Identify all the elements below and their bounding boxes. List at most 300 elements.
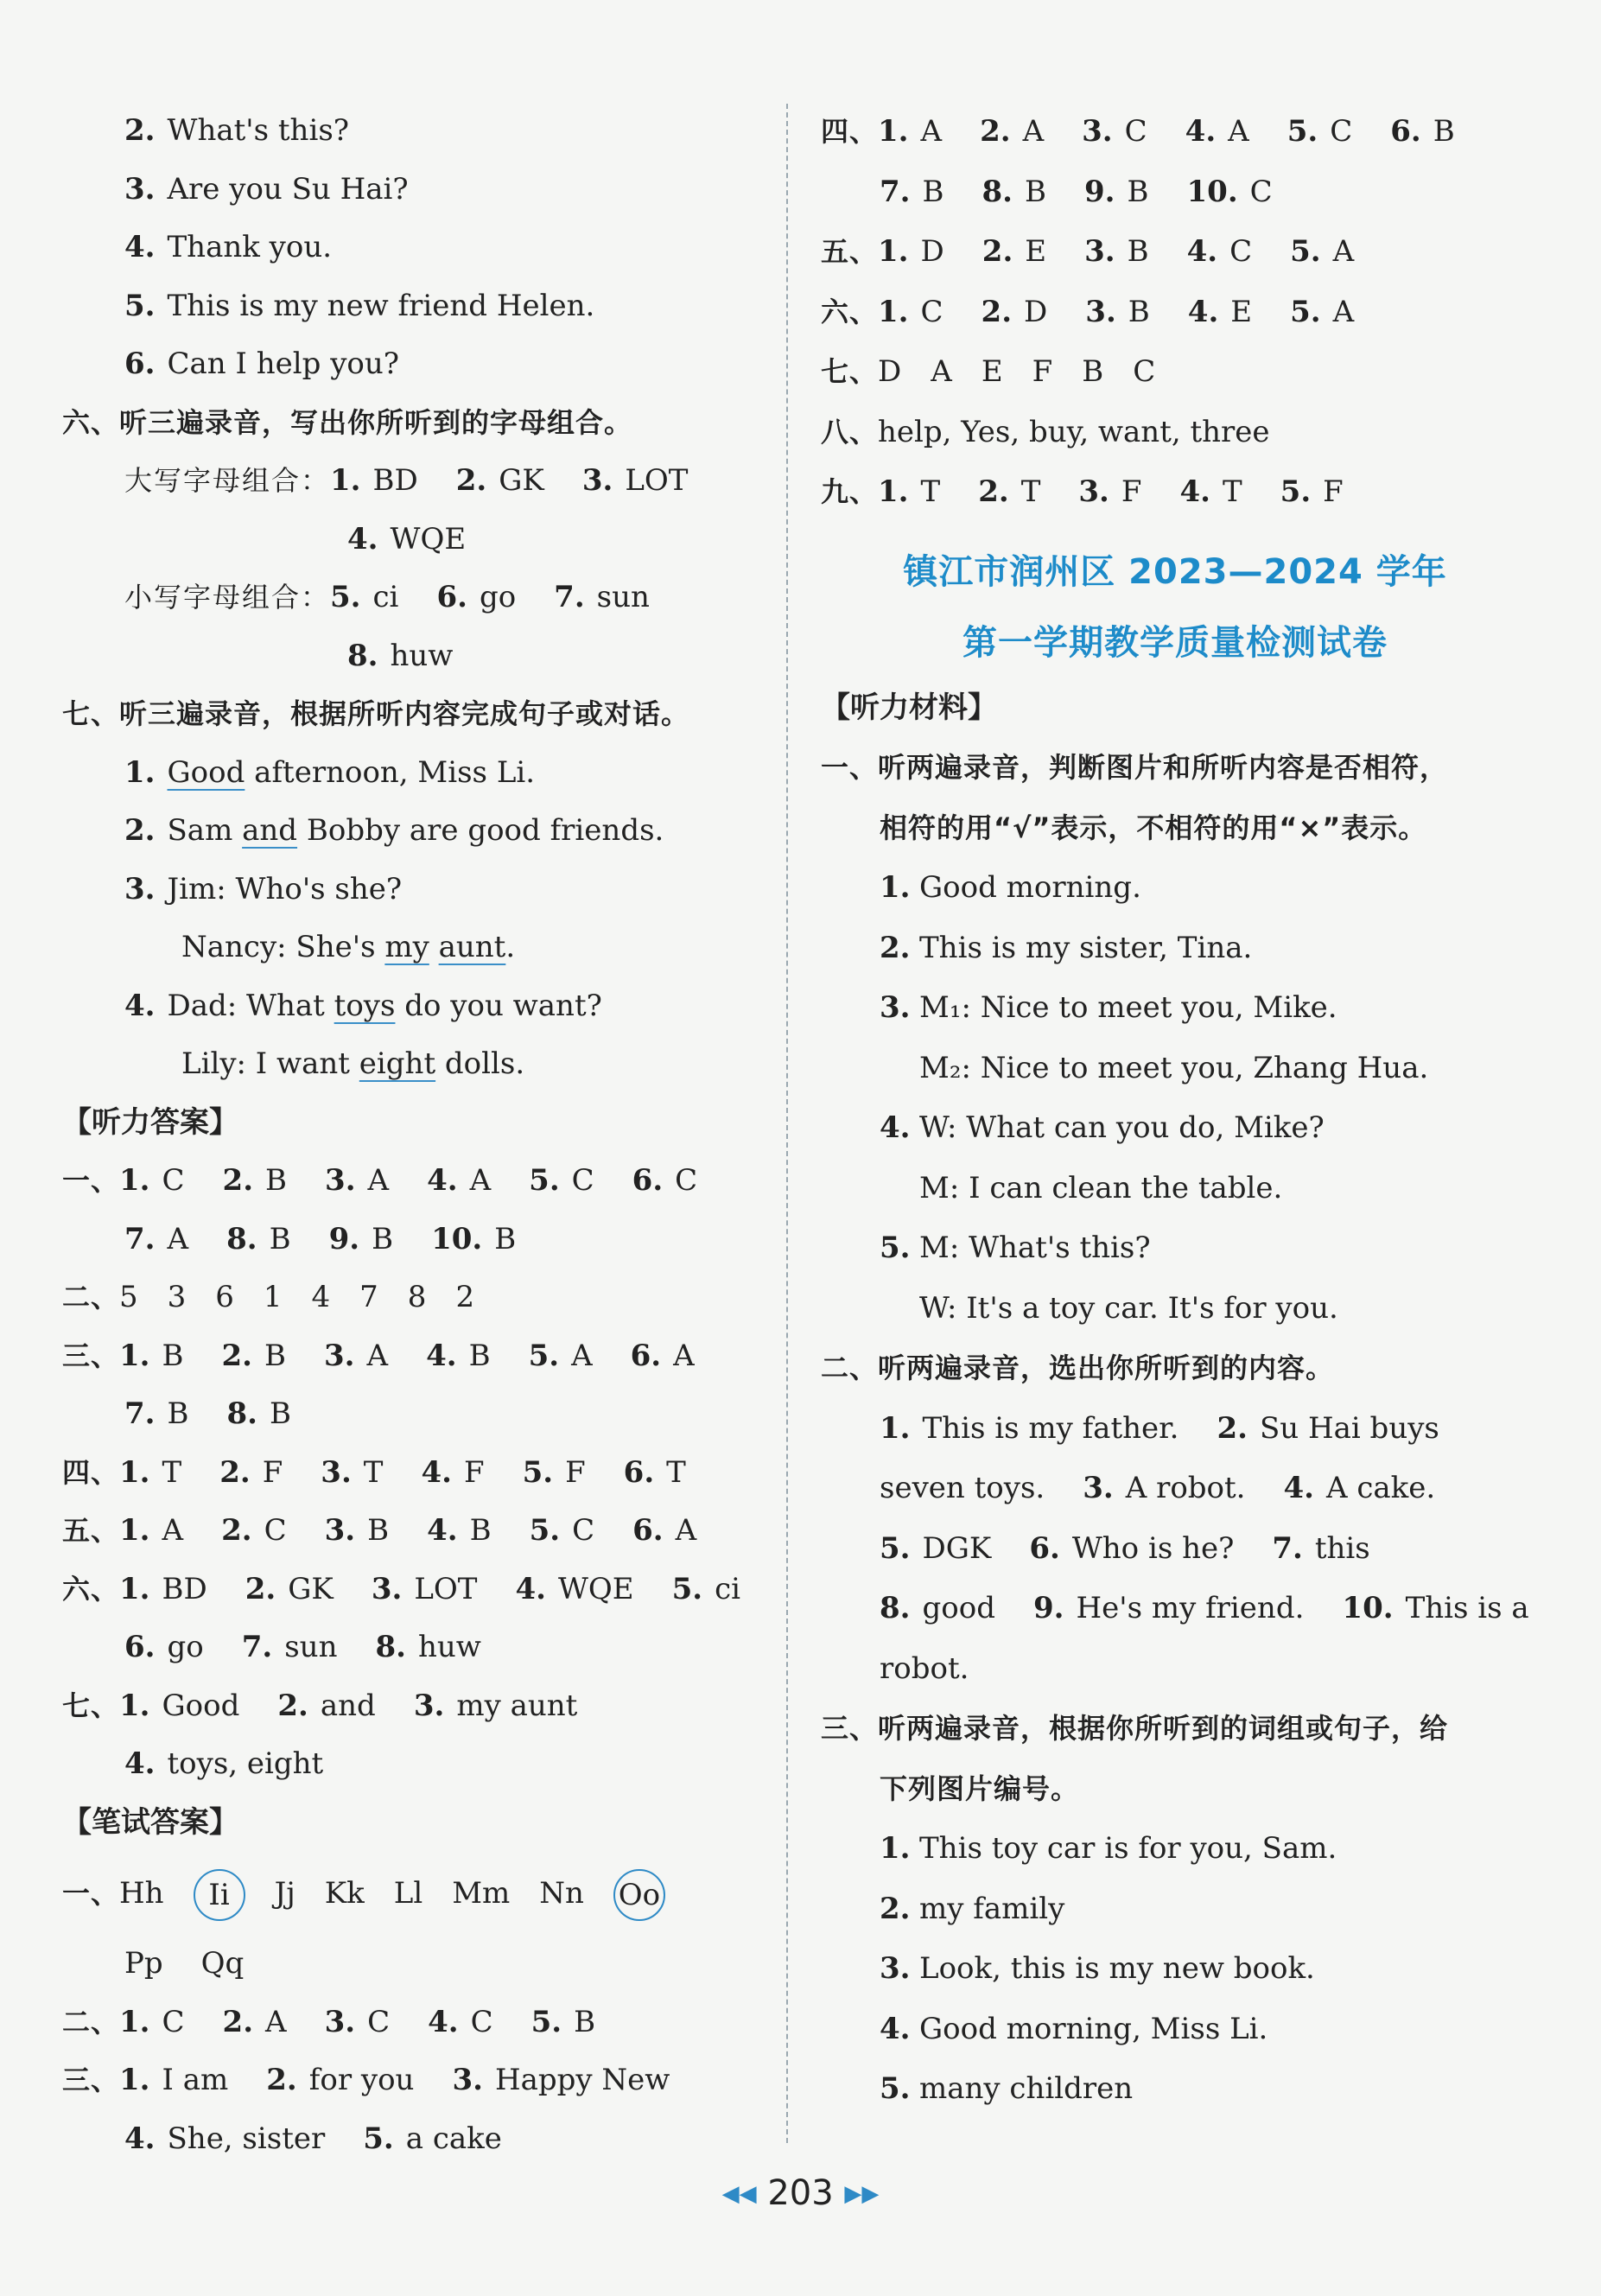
item-number: 5. [363, 2121, 394, 2156]
item-value: A [1332, 234, 1355, 269]
item-number: 4. [1186, 234, 1218, 269]
item-value: good [922, 1591, 995, 1625]
answer-item [124, 1396, 189, 1431]
item-number: 6. [623, 1454, 655, 1490]
item-number: 1. [880, 870, 911, 905]
item-number: 2. [978, 474, 1009, 509]
item-value: A [265, 2004, 287, 2039]
w3-row-1: 三、1. I am 2. for you 3. Happy New [62, 2063, 670, 2097]
answer-item [119, 1572, 207, 1606]
answer-item [245, 1572, 334, 1606]
answer-item [1185, 114, 1249, 149]
r4-row-1: 四、1. A 2. A 3. C 4. A 5. C 6. B [821, 114, 1455, 149]
item-number: 5. [330, 580, 361, 614]
answer-item [1187, 175, 1273, 209]
item-number: 1. [330, 463, 361, 498]
answer-item [1078, 474, 1141, 509]
column-divider [786, 104, 788, 2143]
sentence-item [62, 335, 779, 394]
item-value: E [1025, 234, 1047, 269]
item-number: 7. [880, 174, 911, 209]
answer-item [222, 1339, 287, 1373]
item-value: A [1228, 114, 1249, 149]
item-value: T [1020, 474, 1041, 509]
item-value: B [574, 2004, 596, 2039]
item-number: 3. [324, 1513, 356, 1548]
ans3-row-2 [62, 1385, 779, 1444]
item-value: B [1128, 294, 1150, 329]
item-number: 2. [981, 294, 1013, 329]
letter-group [554, 580, 650, 614]
item-number: 2. [221, 1513, 252, 1548]
item-text: This is my sister, Tina. [919, 930, 1253, 965]
answer-item [978, 474, 1040, 509]
item-number: 2. [266, 2063, 297, 2097]
script-line [821, 1279, 1529, 1339]
item-number: 3. [371, 1571, 403, 1606]
item-number: 5. [1280, 474, 1312, 509]
item-value: B [468, 1338, 491, 1373]
answer-item [221, 1513, 287, 1548]
item-value: A [469, 1163, 492, 1198]
item-value: E [1230, 294, 1253, 329]
item-number: 5. [530, 2004, 562, 2039]
item-value: C [264, 1513, 287, 1548]
item-value: B [494, 1221, 517, 1256]
item-text: Look, this is my new book. [919, 1951, 1315, 1986]
item-value: T [363, 1454, 384, 1490]
item-value: He's my friend. [1076, 1591, 1305, 1625]
letter-group [330, 463, 418, 498]
letter: Ll [393, 1876, 423, 1911]
item-number: 2. [124, 113, 156, 148]
circled-letter: Oo [613, 1869, 665, 1921]
ans7-row-1: 七、1. Good 2. and 3. my aunt [62, 1688, 578, 1723]
item-number: 2. [245, 1571, 276, 1606]
w1-row-2: Pp Qq [124, 1946, 245, 1981]
item-value: She, sister [167, 2121, 326, 2156]
item-value: B [469, 1513, 492, 1548]
w1-letters [119, 1876, 695, 1911]
item-value: LOT [414, 1571, 478, 1606]
letter: Nn [539, 1876, 584, 1911]
item-value: F [463, 1454, 485, 1490]
p3-heading-b: 下列图片编号。 [880, 1771, 1080, 1805]
item-value: Su Hai buys [1259, 1410, 1439, 1446]
item-number: 4. [428, 2004, 459, 2039]
w1-row-1: 一、Hh Ii Jj Kk Ll Mm Nn Oo [62, 1852, 779, 1935]
answer-item [124, 1746, 323, 1781]
item-number: 1. [878, 474, 909, 509]
item-number: 9. [328, 1221, 360, 1256]
answer-item [375, 1630, 480, 1664]
item-number: 9. [1084, 174, 1115, 209]
p1-heading-a: 一、听两遍录音，判断图片和所听内容是否相符， [821, 751, 1449, 784]
item-number: 2. [982, 234, 1013, 269]
item-text: What's this? [167, 113, 349, 148]
item-number: 6. [1390, 114, 1421, 149]
answer-item [1390, 114, 1455, 149]
w2-row: 二、1. C 2. A 3. C 4. C 5. B [62, 2004, 596, 2039]
p2-line-3 [821, 1519, 1529, 1580]
item-text: many children [919, 2071, 1134, 2106]
item-text: Good morning, Miss Li. [919, 2011, 1268, 2046]
item-number: 2. [222, 1163, 254, 1198]
item-number: 3. [413, 1688, 445, 1723]
item-number: 3. [325, 1163, 356, 1198]
answer-item [427, 1163, 491, 1198]
item-number: 4. [426, 1338, 457, 1373]
answer-item [1290, 234, 1354, 269]
answer-item [1290, 295, 1354, 329]
item-value: C [1249, 174, 1273, 209]
item-value: B [367, 1513, 390, 1548]
p2-line-4 [821, 1579, 1529, 1639]
listening-answers-title: 【听力答案】 [62, 1104, 238, 1140]
answer-item [321, 1455, 383, 1490]
item-number: 8. [880, 1591, 911, 1625]
item-value: C [367, 2004, 391, 2039]
p1-heading-b: 相符的用“√”表示，不相符的用“×”表示。 [880, 811, 1427, 844]
letter-group [436, 580, 516, 614]
r5-row: 五、1. D 2. E 3. B 4. C 5. A [821, 234, 1355, 269]
sentence-item [62, 277, 779, 336]
p3-items [821, 1819, 1529, 2120]
script-line [821, 1039, 1529, 1099]
item-value: T [920, 474, 941, 509]
answer-item [242, 1630, 338, 1664]
item-number: 1. [119, 1571, 150, 1606]
item-text: M₂: Nice to meet you, Zhang Hua. [919, 1050, 1429, 1085]
answer-item [982, 295, 1048, 329]
answer-item [226, 1222, 291, 1256]
answer-item [530, 1513, 595, 1548]
sec7-line-1: 1. Good afternoon, Miss Li. [124, 754, 536, 790]
item-number: 8. [982, 174, 1013, 209]
script-line [821, 2000, 1529, 2060]
lowercase-groups [62, 569, 779, 627]
item-value: my aunt [456, 1688, 578, 1723]
item-text: Can I help you? [167, 347, 399, 381]
item-value: T [1222, 474, 1242, 509]
sec7-line-3: 3. Jim: Who's she? [124, 871, 403, 906]
item-value: Good [162, 1688, 240, 1723]
item-number: 10. [1186, 174, 1238, 209]
item-value: T [162, 1454, 182, 1490]
ans6-row-2 [62, 1619, 779, 1677]
prev-arrow-icon: ◀◀ [721, 2181, 757, 2207]
item-value: C [675, 1163, 698, 1198]
answer-item [523, 1455, 586, 1490]
answer-item [124, 2121, 325, 2156]
item-value: go [479, 580, 517, 614]
item-value: B [1127, 234, 1149, 269]
item-value: D [920, 234, 944, 269]
item-value: B [1127, 174, 1149, 209]
p2-line-2: seven toys. 3. A robot. 4. A cake. [880, 1471, 1436, 1505]
sentence-item [62, 161, 779, 219]
item-value: this [1314, 1530, 1370, 1566]
item-value: F [1323, 474, 1344, 509]
script-line [821, 2059, 1529, 2120]
item-value: GK [499, 463, 544, 498]
answer-item [325, 2005, 391, 2039]
item-value: go [167, 1630, 204, 1664]
item-number: 4. [515, 1571, 546, 1606]
item-number: 5. [880, 1530, 911, 1566]
item-number: 2. [277, 1688, 308, 1723]
item-value: B [922, 174, 944, 209]
item-number: 1. [880, 1831, 911, 1866]
sec7-line-5: 4. Dad: What toys do you want? [124, 988, 602, 1023]
item-number: 5. [529, 1163, 560, 1198]
script-line [821, 1819, 1529, 1879]
item-number: 6. [632, 1513, 664, 1548]
item-text: Good morning. [919, 870, 1141, 905]
item-number: 1. [878, 294, 909, 329]
item-value: A [367, 1163, 390, 1198]
answer-item [1033, 1591, 1304, 1625]
item-number: 4. [421, 1454, 452, 1490]
answer-item [329, 1222, 394, 1256]
answer-item [1342, 1591, 1528, 1625]
item-number: 5. [528, 1338, 560, 1373]
item-value: B [264, 1338, 287, 1373]
item-value: WQE [557, 1571, 634, 1606]
script-line [821, 1939, 1529, 2000]
r8-row: 八、help, Yes, buy, want, three [821, 414, 1270, 449]
letter-group [582, 463, 689, 498]
item-value: This is a [1405, 1591, 1529, 1625]
answer-item [880, 1411, 1179, 1446]
item-number: 4. [880, 1110, 911, 1145]
answer-item [515, 1572, 633, 1606]
item-number: 4. [880, 2011, 911, 2046]
item-value: T [666, 1454, 686, 1490]
script-line [821, 1098, 1529, 1159]
item-value: F [262, 1454, 283, 1490]
answer-item [325, 1513, 390, 1548]
item-value: I am [162, 2063, 229, 2097]
item-number: 6. [124, 1630, 156, 1664]
answer-item [119, 1339, 184, 1373]
item-value: B [1025, 174, 1046, 209]
answer-item [119, 1455, 181, 1490]
ans4-row: 四、1. T 2. F 3. T 4. F 5. F 6. T [62, 1454, 686, 1490]
section-five-items [62, 102, 779, 394]
ans5-row: 五、1. A 2. C 3. B 4. B 5. C 6. A [62, 1513, 697, 1548]
item-number: 4. [1185, 114, 1217, 149]
item-number: 2. [880, 1891, 911, 1926]
item-value: and [320, 1688, 376, 1723]
item-number: 2. [219, 1454, 251, 1490]
script-line [821, 1218, 1529, 1279]
answer-item [1188, 295, 1252, 329]
item-value: C [920, 294, 943, 329]
exam-title-line-2: 第一学期教学质量检测试卷 [963, 622, 1388, 663]
answer-item [531, 2005, 596, 2039]
sec7-line-6: Lily: I want eight dolls. [181, 1046, 525, 1081]
answer-item [119, 2063, 228, 2097]
item-value: B [269, 1221, 291, 1256]
letter: Hh [119, 1876, 164, 1911]
item-value: LOT [625, 463, 689, 498]
answer-item [119, 1513, 183, 1548]
item-number: 7. [124, 1221, 156, 1256]
item-value: A [571, 1338, 593, 1373]
item-value: A [1022, 114, 1045, 149]
uppercase-items [330, 463, 688, 498]
item-number: 1. [878, 114, 909, 149]
item-number: 2. [980, 114, 1011, 149]
item-number: 6. [436, 580, 467, 614]
answer-item [414, 1689, 577, 1723]
exam-title-line-1: 镇江市润州区 2023—2024 学年 [903, 551, 1447, 592]
answer-item [1284, 1471, 1436, 1505]
sec7-line-4: Nancy: She's my aunt. [181, 930, 516, 964]
item-number: 1. [119, 1513, 150, 1548]
section-seven-heading: 七、听三遍录音，根据所听内容完成句子或对话。 [62, 697, 690, 730]
item-value: BD [372, 463, 418, 498]
item-number: 2. [221, 1338, 253, 1373]
script-line [821, 858, 1529, 919]
item-number: 4. [124, 2121, 156, 2156]
item-value: F [1121, 474, 1142, 509]
item-number: 1. [119, 2063, 150, 2097]
p2-line-1 [821, 1399, 1529, 1460]
ans6-row-1: 六、1. BD 2. GK 3. LOT 4. WQE 5. ci [62, 1571, 741, 1606]
item-value: F [565, 1454, 586, 1490]
item-number: 1. [119, 1688, 150, 1723]
sentence-item [62, 219, 779, 277]
item-number: 2. [455, 463, 487, 498]
listening-material-title: 【听力材料】 [821, 690, 997, 725]
ans7-row-2 [62, 1735, 779, 1794]
answer-item [421, 1455, 484, 1490]
left-column [62, 102, 779, 2168]
circled-letter: Ii [194, 1869, 245, 1921]
answer-item [1179, 474, 1242, 509]
item-value: A [673, 1338, 695, 1373]
w3-row-2 [62, 2110, 779, 2169]
item-number: 7. [124, 1396, 156, 1431]
item-number: 4. [427, 1513, 458, 1548]
letter: Jj [274, 1876, 295, 1911]
answer-item [372, 1572, 478, 1606]
item-value: B [1433, 114, 1455, 149]
item-value: C [1124, 114, 1147, 149]
item-text: my family [919, 1891, 1065, 1926]
item-value: A [162, 1513, 184, 1548]
ans2-row: 二、5 3 6 1 4 7 8 2 [62, 1280, 475, 1314]
item-number: 6. [1029, 1530, 1060, 1566]
answer-item [529, 1339, 593, 1373]
item-number: 3. [880, 990, 911, 1025]
item-number: 3. [1082, 114, 1113, 149]
r4-row-2 [821, 162, 1529, 223]
answer-item [624, 1455, 686, 1490]
section-six-heading: 六、听三遍录音，写出你所听到的字母组合。 [62, 405, 633, 439]
item-value: A [167, 1221, 189, 1256]
r9-row: 九、1. T 2. T 3. F 4. T 5. F [821, 474, 1344, 509]
item-value: for you [308, 2063, 415, 2097]
r6-row: 六、1. C 2. D 3. B 4. E 5. A [821, 294, 1355, 329]
letter: Kk [324, 1876, 365, 1911]
item-value: A [366, 1338, 389, 1373]
answer-item [219, 1455, 283, 1490]
item-number: 4. [1179, 474, 1210, 509]
ans1-row-1: 一、1. C 2. B 3. A 4. A 5. C 6. C [62, 1163, 698, 1198]
item-text: Thank you. [167, 230, 333, 264]
answer-item [325, 1163, 389, 1198]
item-number: 3. [581, 463, 613, 498]
item-number: 9. [1032, 1591, 1064, 1625]
item-value: B [372, 1221, 394, 1256]
item-number: 5. [529, 1513, 561, 1548]
item-number: 6. [124, 347, 156, 381]
answer-item [428, 2005, 493, 2039]
item-number: 8. [375, 1630, 406, 1664]
item-number: 4. [1187, 294, 1219, 329]
item-value: A [920, 114, 943, 149]
item-number: 6. [630, 1338, 662, 1373]
item-number: 1. [119, 1338, 150, 1373]
letter: Mm [452, 1876, 511, 1911]
item-number: 5. [522, 1454, 554, 1490]
answer-item [632, 1163, 698, 1198]
answer-item [1287, 114, 1353, 149]
answer-item [880, 1591, 995, 1625]
item-value: sun [284, 1630, 338, 1664]
item-number: 5. [671, 1571, 703, 1606]
p3-heading-a: 三、听两遍录音，根据你所听到的词组或句子，给 [821, 1712, 1449, 1745]
next-arrow-icon: ▶▶ [844, 2181, 880, 2207]
item-text: Are you Su Hai? [167, 171, 409, 207]
answer-item [1083, 1471, 1245, 1505]
item-number: 3. [1078, 474, 1109, 509]
answer-item [1187, 234, 1253, 269]
item-value: BD [162, 1571, 207, 1606]
item-number: 3. [321, 1454, 352, 1490]
right-column [821, 102, 1529, 2120]
script-line [821, 978, 1529, 1039]
answer-item [1082, 114, 1147, 149]
item-value: GK [288, 1571, 334, 1606]
item-value: B [162, 1338, 184, 1373]
answer-item [324, 1339, 388, 1373]
item-value: A cake. [1326, 1471, 1436, 1505]
script-line [821, 1159, 1529, 1219]
item-number: 1. [878, 234, 909, 269]
item-value: A [1332, 294, 1355, 329]
lowercase-item-8: 8. huw [347, 638, 454, 673]
answer-item [1272, 1531, 1369, 1566]
answer-item [529, 1163, 594, 1198]
item-number: 3. [1083, 1471, 1114, 1505]
answer-item [363, 2121, 502, 2156]
answer-item [1084, 175, 1149, 209]
item-number: 7. [1272, 1530, 1303, 1566]
answer-item [631, 1339, 695, 1373]
item-number: 3. [880, 1951, 911, 1986]
item-number: 4. [124, 230, 156, 264]
item-number: 3. [324, 2004, 356, 2039]
item-value: C [571, 1163, 594, 1198]
item-number: 2. [222, 2004, 254, 2039]
page-number: 203 [767, 2173, 834, 2213]
item-number: 3. [124, 171, 156, 207]
item-number: 5. [1290, 294, 1321, 329]
